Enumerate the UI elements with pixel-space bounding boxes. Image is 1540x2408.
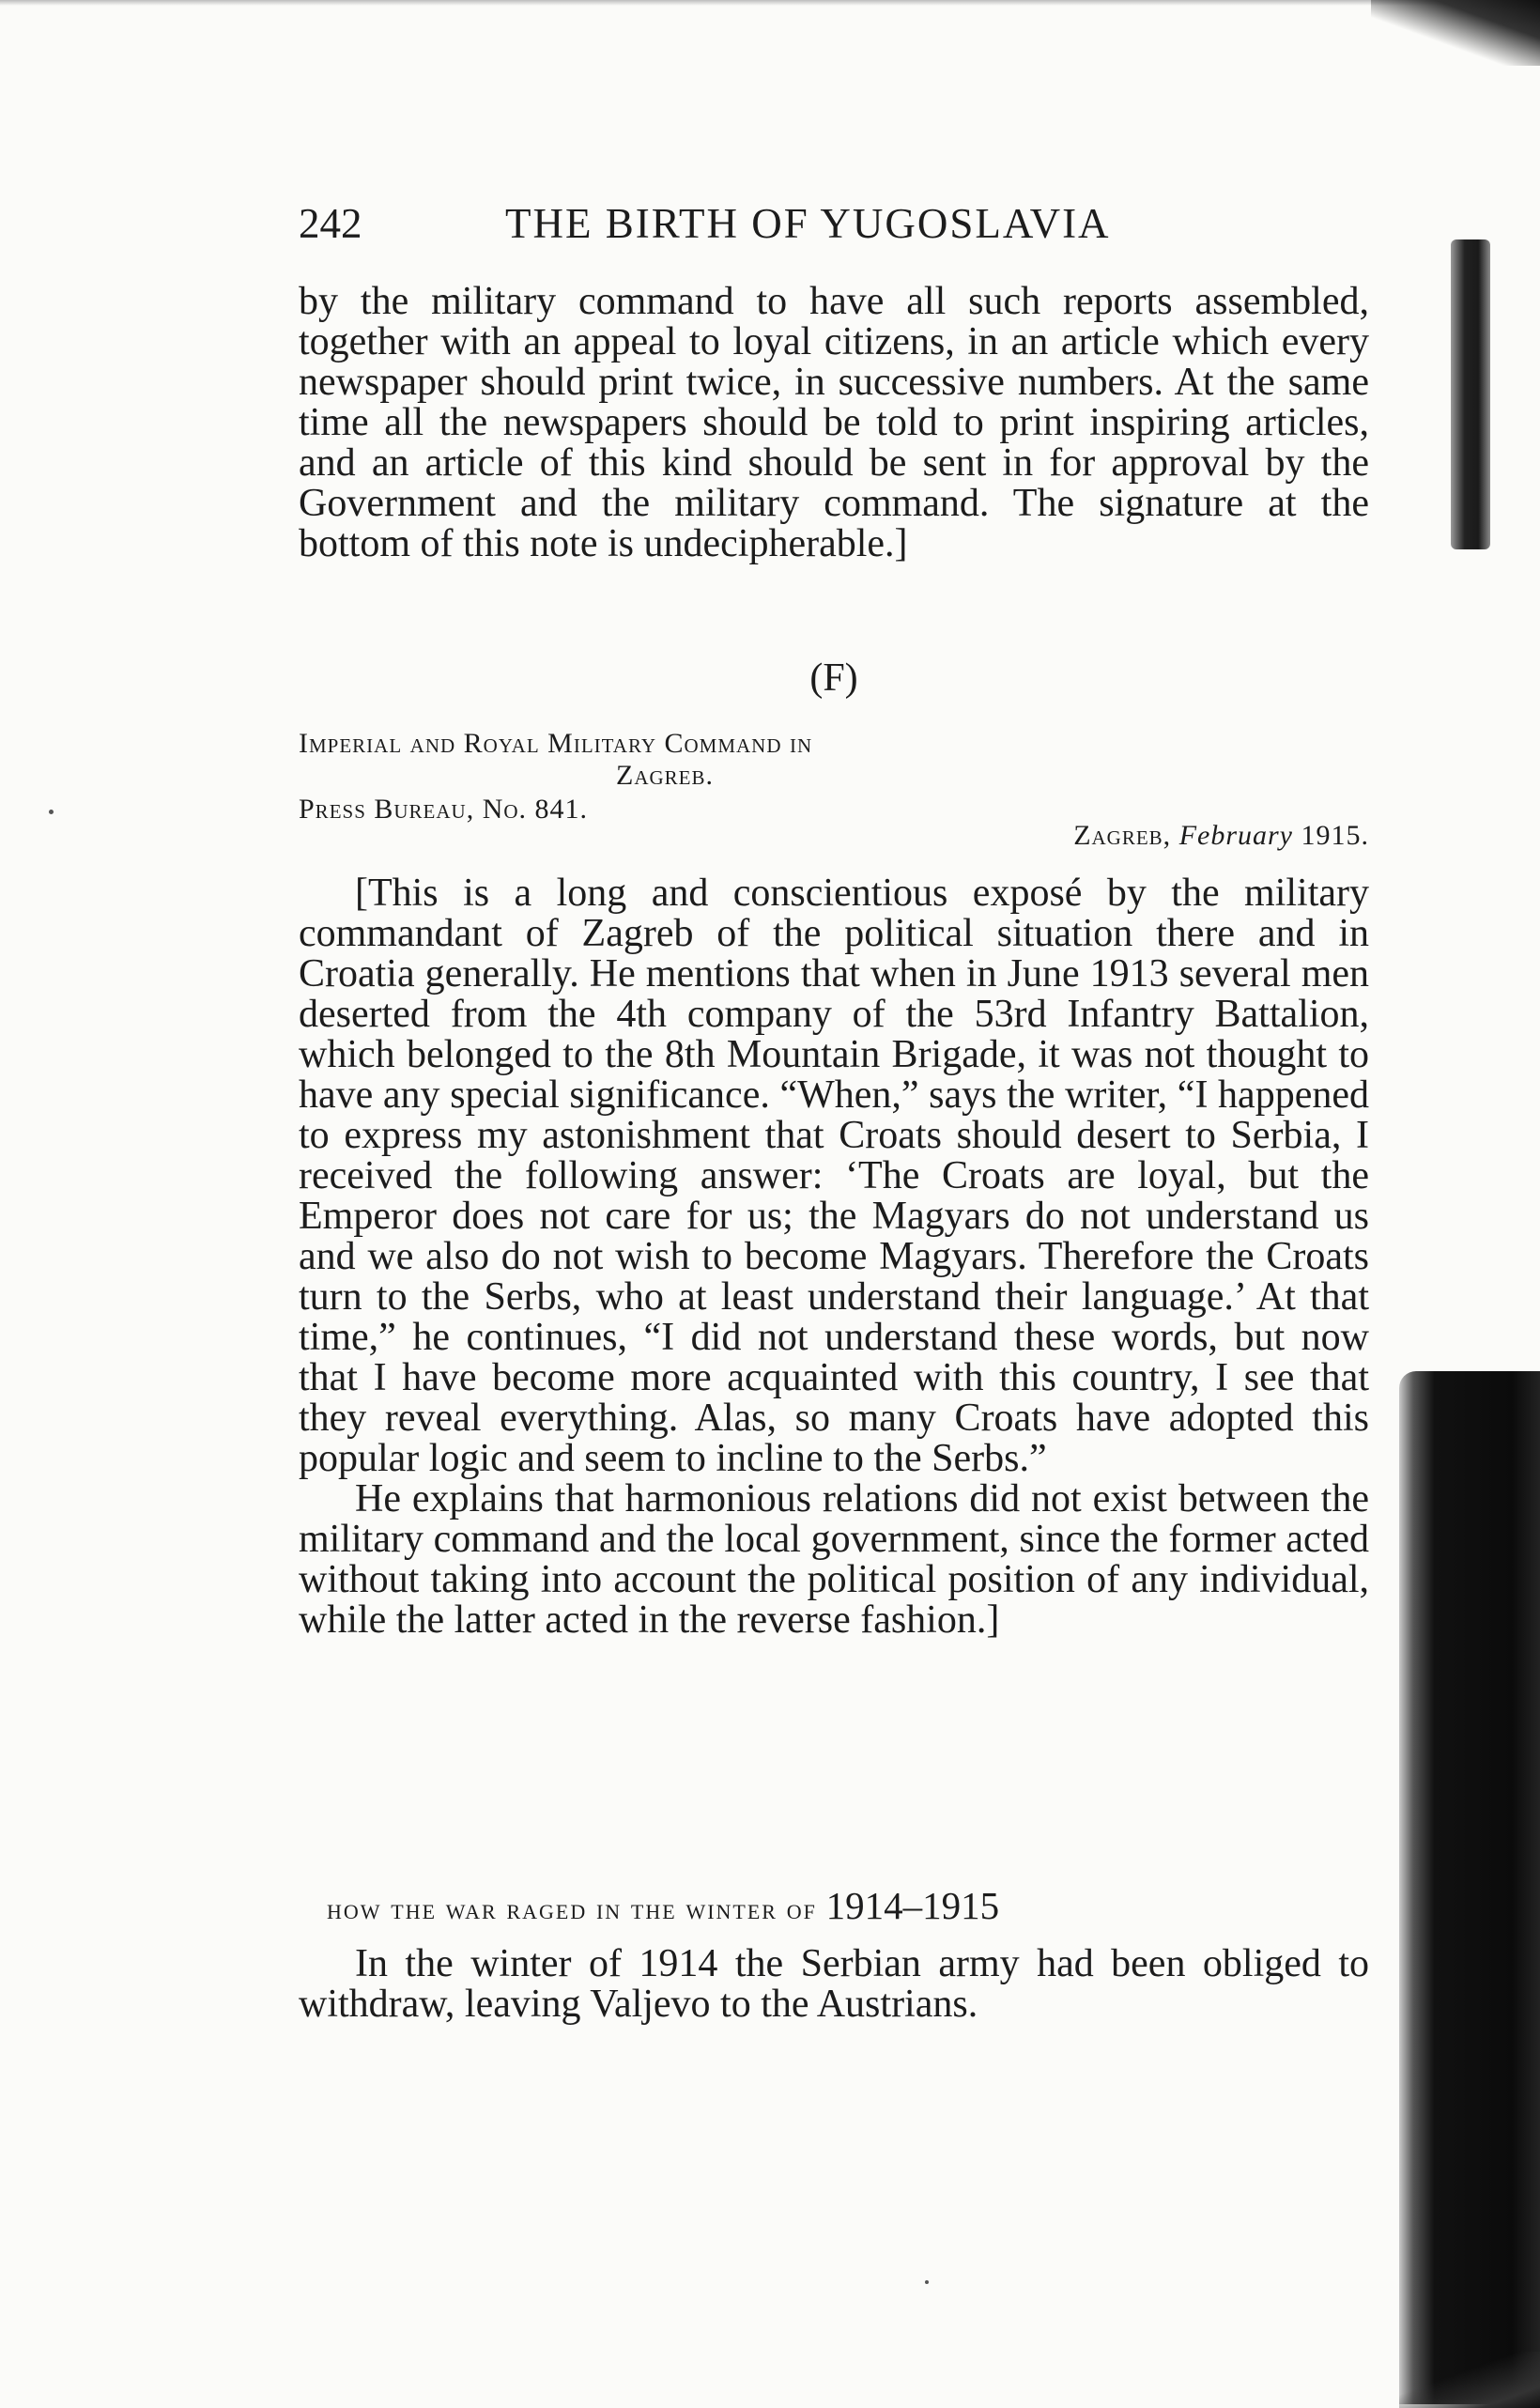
continuation-paragraph xyxy=(299,282,1369,564)
paragraph-text: In the winter of 1914 the Serbian army had been obliged to withdraw, leaving Valjevo to the Austrians. xyxy=(299,1942,1369,2026)
document-letter: (F) xyxy=(809,656,858,700)
paragraph-text: by the military command to have all such reports assembled, together with an appeal to loyal citizens, in an article which every newspaper should print twice, in successive numbers. At the same time all the newspapers should be told to print inspiring articles, and an article of this kind should be sent in for approval by the Government and the military command. The signature at the bottom of this note is undecipherable.] xyxy=(299,280,1369,565)
running-head xyxy=(299,199,1369,255)
scan-binding-shadow xyxy=(1451,239,1490,549)
dateline-place: Zagreb, xyxy=(1073,820,1172,851)
section-heading-text: how the war raged in the winter of xyxy=(327,1892,817,1925)
document-summary xyxy=(299,873,1369,1641)
scan-corner-shadow xyxy=(1399,2352,1540,2408)
section-heading-years: 1914–1915 xyxy=(825,1884,1000,1927)
paragraph-text: He explains that harmonious relations did not exist between the military command and the local government, since the former acted without taking into account the political position of any individual, while the latter acted in the reverse fashion.] xyxy=(299,1477,1369,1642)
issuer-city: Zagreb. xyxy=(616,760,714,791)
scan-binding-shadow xyxy=(1399,1371,1540,2404)
section-paragraph xyxy=(299,1944,1369,2025)
dateline-month: February xyxy=(1178,820,1293,851)
scan-corner-shadow xyxy=(1371,0,1540,66)
scan-edge-top xyxy=(0,0,1540,6)
document-dateline xyxy=(1073,820,1369,852)
page-number: 242 xyxy=(299,200,362,247)
press-bureau-ref: Press Bureau, No. 841. xyxy=(299,794,589,825)
running-title: THE BIRTH OF YUGOSLAVIA xyxy=(505,200,1111,247)
scan-speck xyxy=(49,810,54,814)
paragraph-text: [This is a long and conscientious exposé by the military commandant of Zagreb of the political situation there and in Croatia generally. He mentions that when in June 1913 several men deserted from the 4th company of the 53rd Infantry Battalion, which belonged to the 8th Mountain Brigade, it was not thought to have any special significance. “When,” says the writer, “I happened to express my astonishment that Croats should desert to Serbia, I received the following answer: ‘The Croats are loyal, but the Emperor does not care for us; the Magyars do not understand us and we also do not wish to become Magyars. Therefore the Croats turn to the Serbs, who at least understand their language.’ At that time,” he continues, “I did not understand these words, but now that I have become more acquainted with this country, I see that they reveal everything. Alas, so many Croats have adopted this popular logic and seem to incline to the Serbs.” xyxy=(299,872,1369,1480)
scan-speck xyxy=(925,2280,929,2284)
dateline-year: 1915. xyxy=(1301,820,1369,851)
section-heading xyxy=(327,1883,999,1928)
issuer-line: Imperial and Royal Military Command in xyxy=(299,728,813,759)
document-issuer xyxy=(299,728,1031,792)
